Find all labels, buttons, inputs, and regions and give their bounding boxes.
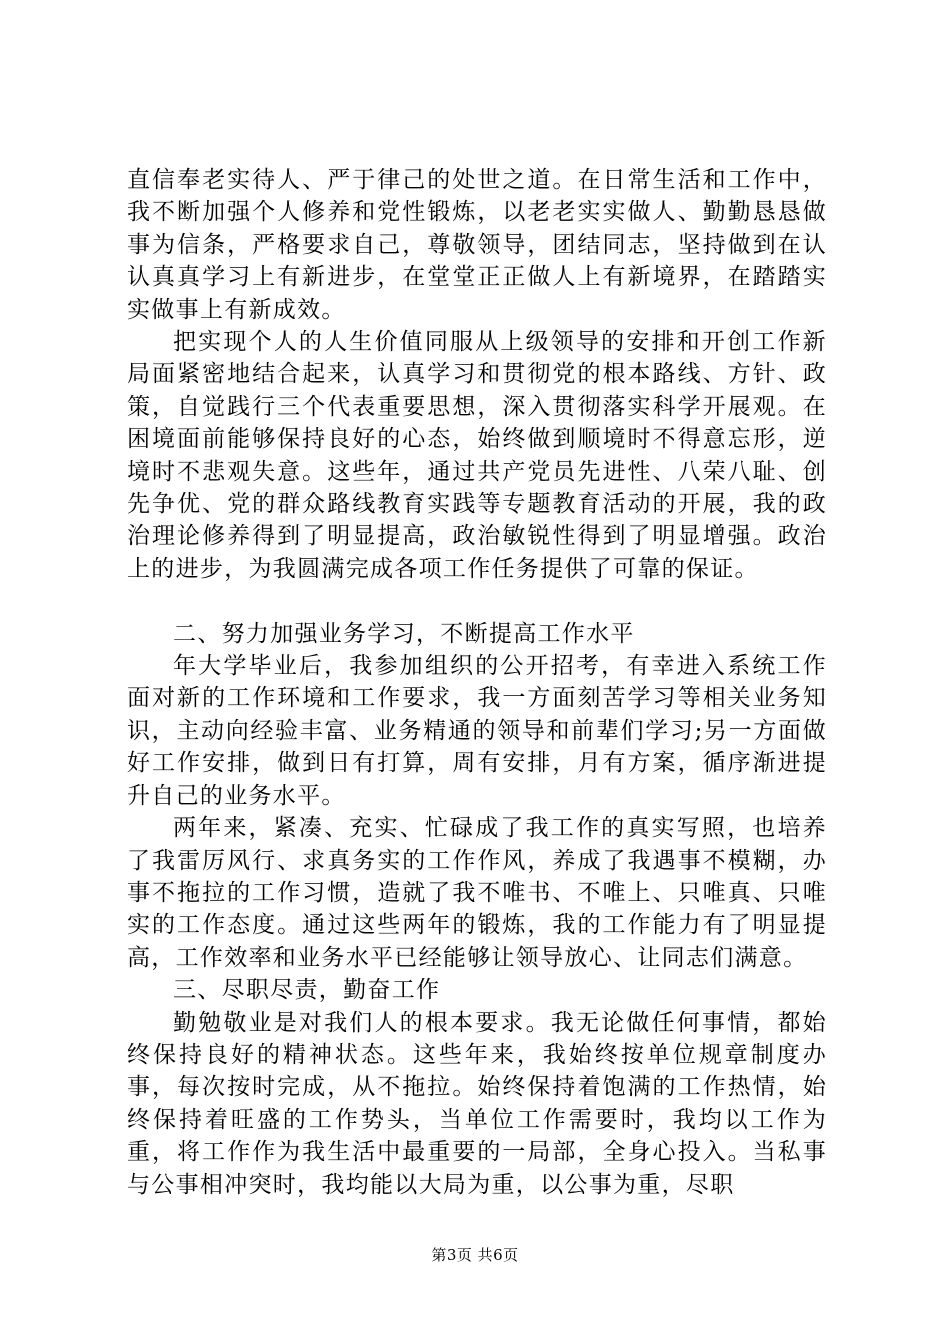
paragraph-gap <box>127 585 827 617</box>
paragraph-graduation: 年大学毕业后，我参加组织的公开招考，有幸进入系统工作面对新的工作环境和工作要求，我一方面刻苦学习等相关业务知识，主动向经验丰富、业务精通的领导和前辈们学习;另一方面做好工作安排，做到日有打算，周有安排，月有方案，循序渐进提升自己的业务水平。 <box>127 653 827 809</box>
paragraph-political-progress: 把实现个人的人生价值同服从上级领导的安排和开创工作新局面紧密地结合起来，认真学习和贯彻党的根本路线、方针、政策，自觉践行三个代表重要思想，深入贯彻落实科学开展观。在困境面前能够保持良好的心态，始终做到顺境时不得意忘形，逆境时不悲观失意。这些年，通过共产党员先进性、八荣八耻、创先争优、党的群众路线教育实践等专题教育活动的开展，我的政治理论修养得到了明显提高，政治敏锐性得到了明显增强。政治上的进步，为我圆满完成各项工作任务提供了可靠的保证。 <box>127 329 827 582</box>
paragraph-two-years: 两年来，紧凑、充实、忙碌成了我工作的真实写照，也培养了我雷厉风行、求真务实的工作作风，养成了我遇事不模糊，办事不拖拉的工作习惯，造就了我不唯书、不唯上、只唯真、只唯实的工作态度。通过这些两年的锻炼，我的工作能力有了明显提高，工作效率和业务水平已经能够让领导放心、让同志们满意。 <box>127 815 827 971</box>
page-footer: 第3页 共6页 <box>431 1246 519 1264</box>
section-heading-three: 三、尽职尽责，勤奋工作 <box>173 977 441 1004</box>
paragraph-continued: 直信奉老实待人、严于律己的处世之道。在日常生活和工作中，我不断加强个人修养和党性锻炼，以老老实实做人、勤勤恳恳做事为信条，严格要求自己，尊敬领导，团结同志，坚持做到在认认真真学习上有新进步，在堂堂正正做人上有新境界，在踏踏实实做事上有新成效。 <box>127 167 827 323</box>
document-body <box>127 164 827 1201</box>
paragraph-diligence: 勤勉敬业是对我们人的根本要求。我无论做任何事情，都始终保持良好的精神状态。这些年来，我始终按单位规章制度办事，每次按时完成，从不拖拉。始终保持着饱满的工作热情，始终保持着旺盛的工作势头，当单位工作需要时，我均以工作为重，将工作作为我生活中最重要的一局部，全身心投入。当私事与公事相冲突时，我均能以大局为重，以公事为重，尽职 <box>127 1009 827 1198</box>
section-heading-two: 二、努力加强业务学习，不断提高工作水平 <box>173 620 635 647</box>
